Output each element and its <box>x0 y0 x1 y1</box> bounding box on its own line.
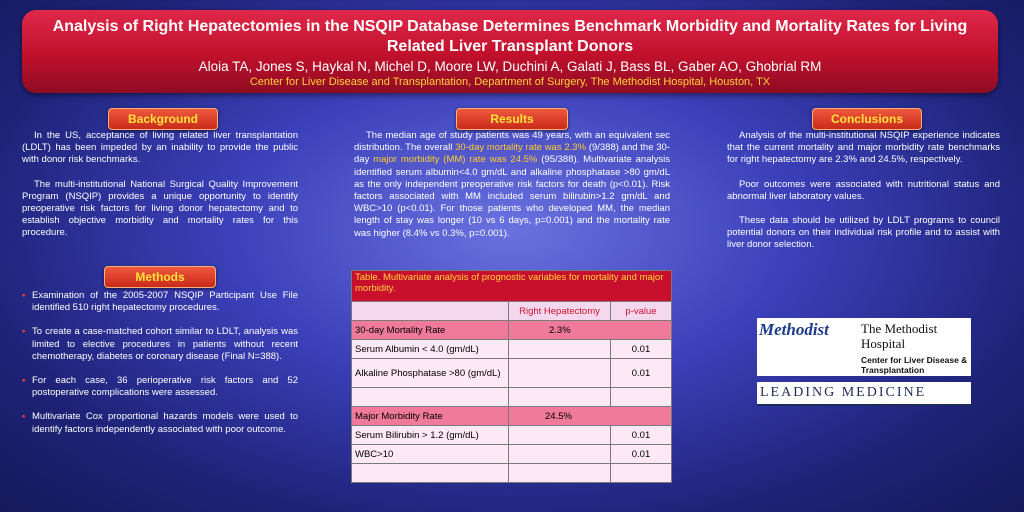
list-item: • Multivariate Cox proportional hazards models were used to identify factors independently associated with poor outcome. <box>22 411 298 435</box>
affiliation: Center for Liver Disease and Transplantation, Department of Surgery, The Methodist Hospital, Houston, TX <box>249 76 771 88</box>
bullet-icon: • <box>22 411 26 423</box>
table-caption: Table. Multivariate analysis of prognostic variables for mortality and major morbidity. <box>352 271 672 302</box>
list-item: • For each case, 36 perioperative risk factors and 52 postoperative complications were assessed. <box>22 375 298 399</box>
methods-header: Methods <box>104 266 216 288</box>
table-cell: Serum Albumin < 4.0 (gm/dL) <box>352 340 509 359</box>
table-cell: 24.5% <box>509 407 672 426</box>
leading-medicine-logo: LEADING MEDICINE <box>757 382 971 406</box>
background-paragraph: The multi-institutional National Surgical Quality Improvement Program (NSQIP) provides a unique opportunity to identify preoperative risk factors for living donor hepatectomy and to establish objective morbidity and mortality rates for this procedure. <box>22 178 298 239</box>
bullet-icon: • <box>22 326 26 338</box>
background-header: Background <box>108 108 218 130</box>
results-table <box>351 270 672 483</box>
bullet-icon: • <box>22 375 26 387</box>
results-header: Results <box>456 108 568 130</box>
list-item: • To create a case-matched cohort similar to LDLT, analysis was limited to elective procedures in patients without recent chemotherapy, diabetes or coronary disease (Final N=388). <box>22 326 298 362</box>
table-cell: Major Morbidity Rate <box>352 407 509 426</box>
table-cell: WBC>10 <box>352 445 509 464</box>
table-cell: 0.01 <box>611 445 672 464</box>
table-cell: 0.01 <box>611 340 672 359</box>
table-cell: Alkaline Phosphatase >80 (gm/dL) <box>352 359 509 388</box>
col-header-right-hepatectomy: Right Hepatectomy <box>509 302 611 321</box>
table-cell: 2.3% <box>509 321 672 340</box>
table-cell: 0.01 <box>611 359 672 388</box>
col-header-p-value: p-value <box>611 302 672 321</box>
background-paragraph: In the US, acceptance of living related liver transplantation (LDLT) has been impeded by an inability to provide the public with donor risk benchmarks. <box>22 130 298 166</box>
results-paragraph: The median age of study patients was 49 years, with an equivalent sec distribution. The overall 30-day mortality rate was 2.3% (9/388) and the 30-day major morbidity (MM) rate was 24.5% (95/388). Multivariate analysis identified serum albumin<4.0 gm/dL and alkaline phosphatase >80 gm/dL as the only independent preoperative risk factors for death (p<0.01). Risk factors associated with MM included serum bilirubin>1.2 gm/dL and WBC>10 (p<0.01). For those patients who developed MM, the median length of stay was longer (10 vs 6 days, p=0.001) and the mortality rate was higher (8.4% vs 0.3%, p=0.001). <box>354 130 670 239</box>
poster-title: Analysis of Right Hepatectomies in the NSQIP Database Determines Benchmark Morbidity and Mortality Rates for Living Related Liver Transplant Donors <box>52 18 968 55</box>
conclusions-paragraph: Poor outcomes were associated with nutritional status and abnormal liver laboratory values. <box>727 178 1000 202</box>
conclusions-paragraph: These data should be utilized by LDLT programs to council potential donors on their individual risk profile and to assist with liver donor selection. <box>727 215 1000 251</box>
conclusions-header: Conclusions <box>812 108 922 130</box>
center-name: Center for Liver Disease & Transplantation <box>861 355 968 375</box>
list-item: • Examination of the 2005-2007 NSQIP Participant Use File identified 510 right hepatectomy procedures. <box>22 290 298 314</box>
table-cell: Serum Bilirubin > 1.2 (gm/dL) <box>352 426 509 445</box>
methodist-logo <box>757 318 971 376</box>
title-banner <box>22 10 998 93</box>
conclusions-paragraph: Analysis of the multi-institutional NSQIP experience indicates that the current mortality and major morbidity rate benchmarks for right hepatectomy are 2.3% and 24.5%, respectively. <box>727 130 1000 166</box>
background-text <box>22 130 298 240</box>
authors: Aloia TA, Jones S, Haykal N, Michel D, Moore LW, Duchini A, Galati J, Bass BL, Gaber AO, Ghobrial RM <box>198 59 822 74</box>
conclusions-text <box>727 130 1000 252</box>
methods-list <box>22 290 298 448</box>
hospital-name: The Methodist Hospital <box>861 321 938 351</box>
methodist-wordmark: Methodist <box>759 320 829 339</box>
bullet-icon: • <box>22 290 26 301</box>
table-cell: 30-day Mortality Rate <box>352 321 509 340</box>
results-text <box>354 130 670 240</box>
table-cell: 0.01 <box>611 426 672 445</box>
